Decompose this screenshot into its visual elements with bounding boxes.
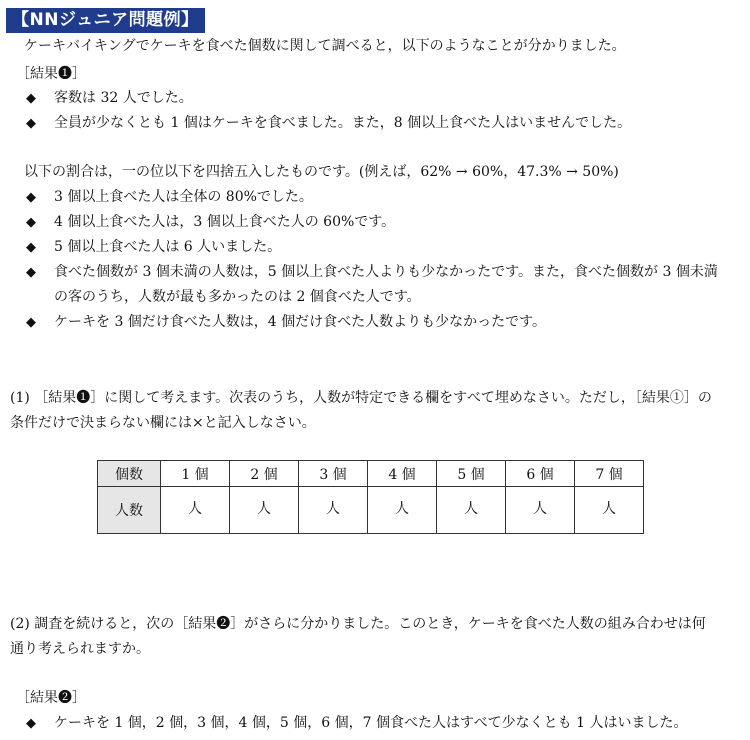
result2-label: ［結果❷］ [16, 690, 86, 706]
list-item [26, 113, 631, 134]
table-row-label: 人数 [98, 487, 161, 534]
list-item [26, 312, 546, 333]
answer-cell[interactable] [230, 487, 299, 534]
diamond-bullet-icon: ◆ [26, 91, 36, 106]
table-column-header: 3 個 [299, 461, 368, 487]
table-column-header: 4 個 [368, 461, 437, 487]
diamond-bullet-icon: ◆ [26, 215, 36, 230]
table-header-label: 個数 [98, 461, 161, 487]
diamond-bullet-icon: ◆ [26, 716, 36, 731]
answer-cell[interactable] [161, 487, 230, 534]
list-item-text: 全員が少なくとも 1 個はケーキを食べました。また，8 個以上食べた人はいませんでした。 [54, 115, 632, 131]
result1-label: ［結果❶］ [16, 66, 86, 82]
unit-label: 人 [188, 501, 202, 517]
question1-text: (1) ［結果❶］に関して考えます。次表のうち，人数が特定できる欄をすべて埋めなさい。ただし，［結果①］の [10, 390, 712, 406]
rounding-note: 以下の割合は，一の位以下を四捨五入したものです。(例えば，62% → 60%，47.3% → 50%) [24, 164, 619, 180]
table-column-header: 7 個 [575, 461, 644, 487]
unit-label: 人 [464, 501, 478, 517]
diamond-bullet-icon: ◆ [26, 315, 36, 330]
list-item-text: 客数は 32 人でした。 [54, 90, 193, 106]
unit-label: 人 [326, 501, 340, 517]
list-item-text: ケーキを 1 個，2 個，3 個，4 個，5 個，6 個，7 個食べた人はすべて少なくとも 1 人はいました。 [54, 715, 688, 731]
answer-cell[interactable] [506, 487, 575, 534]
diamond-bullet-icon: ◆ [26, 190, 36, 205]
unit-label: 人 [257, 501, 271, 517]
answer-cell[interactable] [575, 487, 644, 534]
question2-text: (2) 調査を続けると，次の［結果❷］がさらに分かりました。このとき，ケーキを食べた人数の組み合わせは何 [10, 616, 706, 632]
list-item-text: 4 個以上食べた人は，3 個以上食べた人の 60%です。 [54, 214, 396, 230]
list-item [26, 212, 395, 233]
list-item [26, 262, 718, 283]
list-item-text: 3 個以上食べた人は全体の 80%でした。 [54, 189, 313, 205]
list-item [26, 187, 313, 208]
diamond-bullet-icon: ◆ [26, 240, 36, 255]
intro-text: ケーキバイキングでケーキを食べた個数に関して調べると，以下のようなことが分かりました。 [24, 38, 626, 54]
answer-table [97, 460, 644, 534]
list-item [26, 713, 687, 734]
list-item-text: 食べた個数が 3 個未満の人数は，5 個以上食べた人よりも少なかったです。また，食べた個数が 3 個未満 [54, 264, 718, 280]
diamond-bullet-icon: ◆ [26, 265, 36, 280]
unit-label: 人 [395, 501, 409, 517]
table-column-header: 6 個 [506, 461, 575, 487]
answer-cell[interactable] [437, 487, 506, 534]
list-item-text: ケーキを 3 個だけ食べた人数は，4 個だけ食べた人数よりも少なかったです。 [54, 314, 547, 330]
unit-label: 人 [602, 501, 616, 517]
answer-cell[interactable] [368, 487, 437, 534]
page-title: 【NNジュニア問題例】 [6, 8, 205, 33]
table-column-header: 2 個 [230, 461, 299, 487]
question2-text-continued: 通り考えられますか。 [10, 641, 150, 657]
question1-text-continued: 条件だけで決まらない欄には×と記入しなさい。 [10, 415, 316, 431]
list-item-text: 5 個以上食べた人は 6 人いました。 [54, 239, 282, 255]
list-item [26, 237, 281, 258]
list-item [26, 88, 193, 109]
diamond-bullet-icon: ◆ [26, 116, 36, 131]
answer-cell[interactable] [299, 487, 368, 534]
list-item-text-continued: の客のうち，人数が最も多かったのは 2 個食べた人です。 [54, 289, 421, 305]
table-column-header: 1 個 [161, 461, 230, 487]
unit-label: 人 [533, 501, 547, 517]
table-column-header: 5 個 [437, 461, 506, 487]
